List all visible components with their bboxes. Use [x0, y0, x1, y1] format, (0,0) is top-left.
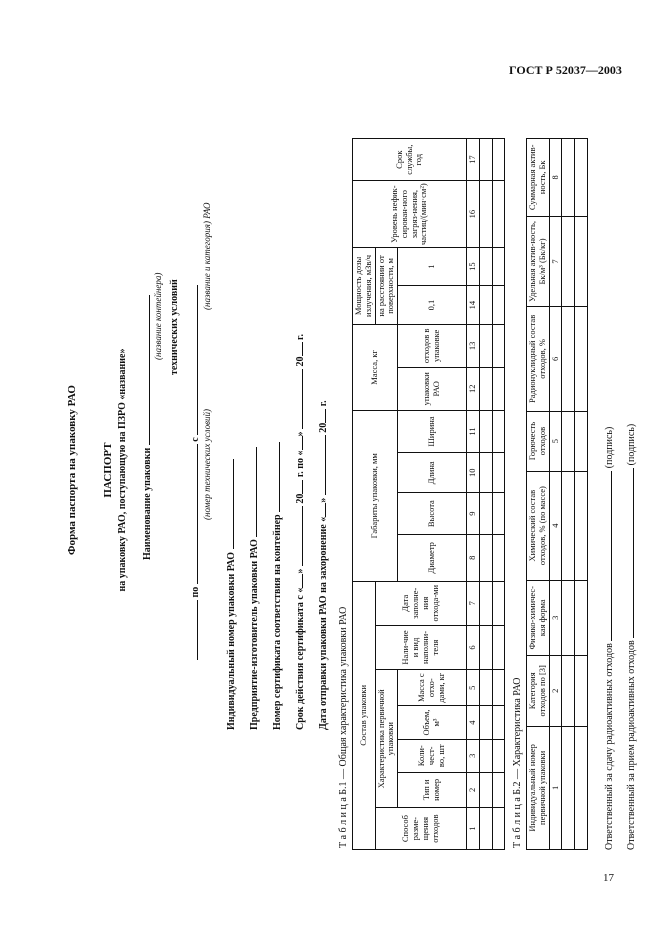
empty-cell[interactable]	[479, 534, 492, 581]
send-year-prefix: 20	[318, 422, 329, 433]
column-number: 6	[467, 625, 480, 670]
manufacturer-field[interactable]	[245, 447, 257, 537]
column-header: Химический состав отходов, % (по массе)	[527, 471, 550, 580]
empty-cell[interactable]	[492, 670, 505, 706]
empty-cell[interactable]	[575, 307, 588, 411]
empty-cell[interactable]	[479, 181, 492, 248]
column-number: 1	[549, 726, 562, 849]
t1-h-m-upak: упаковки РАО	[398, 367, 467, 410]
t1-number-row	[467, 139, 480, 850]
cert-to-label: г. по «	[295, 450, 306, 478]
cert-g: г.	[295, 334, 306, 340]
resp-receive-row	[622, 424, 637, 850]
table1	[352, 138, 505, 850]
passport-title: ПАСПОРТ	[102, 442, 114, 498]
column-number: 5	[467, 670, 480, 706]
column-number: 2	[549, 655, 562, 726]
column-number: 6	[549, 307, 562, 411]
t2-header-row	[527, 139, 550, 850]
empty-cell[interactable]	[479, 808, 492, 850]
cert-no-row	[268, 442, 283, 730]
empty-cell[interactable]	[575, 216, 588, 307]
empty-cell[interactable]	[479, 706, 492, 740]
send-year[interactable]	[314, 409, 326, 423]
individual-no-field[interactable]	[222, 459, 234, 549]
empty-cell[interactable]	[562, 139, 575, 217]
t1-h-sh: Ширина	[398, 410, 467, 452]
t1-h-data: Дата заполне-ния отхода-ми	[375, 581, 467, 625]
tu-row	[186, 285, 201, 660]
cert-quote: »	[295, 568, 306, 574]
t1-empty-row	[492, 139, 505, 850]
column-number: 13	[467, 324, 480, 367]
empty-cell[interactable]	[479, 139, 492, 181]
t1-h-rasst: на расстоянии от поверхности, м	[375, 247, 398, 324]
form-title: Форма паспорта на упаковку РАО	[66, 385, 78, 555]
t2-empty-row	[562, 139, 575, 850]
manufacturer-row	[245, 447, 260, 730]
empty-cell[interactable]	[492, 706, 505, 740]
empty-cell[interactable]	[479, 581, 492, 625]
column-number: 16	[467, 181, 480, 248]
empty-cell[interactable]	[492, 247, 505, 285]
column-number: 7	[467, 581, 480, 625]
empty-cell[interactable]	[562, 655, 575, 726]
t1-empty-row	[479, 139, 492, 850]
empty-cell[interactable]	[479, 286, 492, 325]
t1-h-uroven: Уровень нефик-сирован-ного загряз-нения, частиц/(мин·см²)	[353, 181, 467, 248]
empty-cell[interactable]	[575, 411, 588, 471]
empty-cell[interactable]	[492, 581, 505, 625]
t1-h-massa: Масса, кг	[353, 324, 398, 410]
empty-cell[interactable]	[479, 740, 492, 773]
column-number: 9	[467, 493, 480, 534]
empty-cell[interactable]	[479, 493, 492, 534]
page-number: 17	[603, 872, 614, 884]
send-date-label: Дата отправки упаковки РАО на захоронение «	[318, 516, 329, 730]
empty-cell[interactable]	[562, 307, 575, 411]
rotated-page-content	[22, 90, 642, 850]
empty-cell[interactable]	[562, 471, 575, 580]
t1-h-r1: 0,1	[398, 286, 467, 325]
column-header: Горючесть отходов	[527, 411, 550, 471]
t1-h-kol: Коли-чест-во, шт	[398, 740, 467, 773]
t2-number-row	[549, 139, 562, 850]
rao-hint: (название и категория) РАО	[202, 202, 212, 310]
cert-validity-label: Срок действия сертификата с «	[295, 587, 306, 730]
empty-cell[interactable]	[492, 808, 505, 850]
empty-cell[interactable]	[492, 493, 505, 534]
column-number: 15	[467, 247, 480, 285]
individual-no-label: Индивидуальный номер упаковки РАО	[226, 551, 237, 730]
cert-from-month[interactable]	[291, 506, 303, 566]
cert-no-label: Номер сертификата соответствия на контейнер	[272, 514, 283, 730]
container-hint: (название контейнера)	[153, 272, 163, 360]
empty-cell[interactable]	[575, 139, 588, 217]
column-number: 10	[467, 453, 480, 493]
cert-quote-2: »	[295, 431, 306, 437]
column-header: Категория отходов по [3]	[527, 655, 550, 726]
empty-cell[interactable]	[492, 181, 505, 248]
empty-cell[interactable]	[492, 410, 505, 452]
t1-h-massa-otx: Масса с отхо-дами, кг	[398, 670, 467, 706]
t1-h-gabarity: Габариты упаковки, мм	[353, 410, 398, 581]
empty-cell[interactable]	[492, 139, 505, 181]
by-label: по	[190, 586, 201, 598]
manufacturer-label: Предприятие-изготовитель упаковки РАО	[249, 539, 260, 730]
empty-cell[interactable]	[492, 534, 505, 581]
column-header: Физико-химичес-кая форма	[527, 580, 550, 655]
cert-from-year[interactable]	[291, 480, 303, 494]
t1-h-sostav: Состав упаковки	[353, 581, 376, 849]
empty-cell[interactable]	[479, 772, 492, 808]
column-number: 12	[467, 367, 480, 410]
t1-h-vys: Высота	[398, 493, 467, 534]
column-number: 3	[549, 580, 562, 655]
t1-h-sposob: Способ разме-щения отходов	[375, 808, 467, 850]
cert-to-month[interactable]	[291, 369, 303, 429]
t1-h-nalichie: Нали-чие и вид наполни-теля	[375, 625, 467, 670]
t1-h-tip: Тип и номер	[398, 772, 467, 808]
column-number: 5	[549, 411, 562, 471]
resp-receive-label: Ответственный за прием радиоактивных отходов	[626, 640, 637, 850]
empty-cell[interactable]	[479, 625, 492, 670]
empty-cell[interactable]	[479, 324, 492, 367]
column-header: Удельная актив-ность, Бк/м³ (Бк/кг)	[527, 216, 550, 307]
cert-validity-row	[291, 334, 306, 730]
tu-number-field[interactable]	[186, 444, 198, 584]
package-name-label: Наименование упаковки	[142, 447, 153, 560]
table2	[526, 138, 588, 850]
t1-h-dl: Длина	[398, 453, 467, 493]
table2-caption: Т а б л и ц а Б.2 — Характеристика РАО	[512, 677, 523, 848]
individual-no-row	[222, 459, 237, 730]
t1-h-srok: Срок службы, год	[353, 139, 467, 181]
column-header: Радионуклидный состав отходов, %	[527, 307, 550, 411]
send-quote: »	[318, 497, 329, 503]
resp-send-row	[600, 427, 615, 850]
t1-h-m-otx: отходов в упаковке	[398, 324, 467, 367]
empty-cell[interactable]	[575, 471, 588, 580]
column-number: 8	[467, 534, 480, 581]
column-number: 4	[467, 706, 480, 740]
tu-prefix-field[interactable]	[186, 600, 198, 660]
column-number: 17	[467, 139, 480, 181]
t1-h-obem: Объем, м³	[398, 706, 467, 740]
t2-empty-row	[575, 139, 588, 850]
resp-send-sign: (подпись)	[604, 426, 615, 469]
send-month[interactable]	[314, 435, 326, 495]
send-g: г.	[318, 400, 329, 407]
resp-receive-field[interactable]	[622, 468, 634, 638]
empty-cell[interactable]	[479, 453, 492, 493]
cert-from-day[interactable]	[291, 574, 303, 588]
empty-cell[interactable]	[492, 324, 505, 367]
tech-conditions-label: технических условий	[169, 279, 180, 375]
cert-no-field[interactable]	[268, 442, 280, 512]
empty-cell[interactable]	[562, 216, 575, 307]
empty-cell[interactable]	[479, 670, 492, 706]
empty-cell[interactable]	[479, 410, 492, 452]
empty-cell[interactable]	[562, 580, 575, 655]
resp-receive-sign: (подпись)	[626, 423, 637, 466]
passport-subtitle: на упаковку РАО, поступающую на ПЗРО «название»	[117, 348, 128, 592]
empty-cell[interactable]	[479, 367, 492, 410]
empty-cell[interactable]	[575, 655, 588, 726]
send-date-row	[314, 400, 329, 730]
empty-cell[interactable]	[575, 726, 588, 849]
column-number: 4	[549, 471, 562, 580]
column-number: 14	[467, 286, 480, 325]
empty-cell[interactable]	[492, 772, 505, 808]
t1-h-r2: 1	[398, 247, 467, 285]
empty-cell[interactable]	[492, 453, 505, 493]
package-name-field[interactable]	[138, 295, 150, 445]
resp-send-field[interactable]	[600, 471, 612, 641]
empty-cell[interactable]	[492, 286, 505, 325]
column-header: Суммарная актив-ность, Бк	[527, 139, 550, 217]
package-name-row	[138, 295, 153, 560]
empty-cell[interactable]	[492, 625, 505, 670]
cert-to-day[interactable]	[291, 436, 303, 450]
empty-cell[interactable]	[492, 740, 505, 773]
column-number: 1	[467, 808, 480, 850]
column-number: 2	[467, 772, 480, 808]
t1-h-primary: Характеристика первичной упаковки	[375, 670, 398, 808]
table1-caption: Т а б л и ц а Б.1 — Общая характеристика упаковки РАО	[338, 606, 349, 848]
standard-header: ГОСТ Р 52037—2003	[509, 63, 622, 77]
column-number: 11	[467, 410, 480, 452]
empty-cell[interactable]	[562, 411, 575, 471]
tu-hint: (номер технических условий)	[202, 409, 212, 520]
empty-cell[interactable]	[479, 247, 492, 285]
column-number: 7	[549, 216, 562, 307]
empty-cell[interactable]	[562, 726, 575, 849]
t1-h-mosch: Мощность дозы излучения, мЗв/ч	[353, 247, 376, 324]
rao-name-field[interactable]	[186, 285, 198, 435]
empty-cell[interactable]	[492, 367, 505, 410]
send-day[interactable]	[314, 503, 326, 517]
empty-cell[interactable]	[575, 580, 588, 655]
column-number: 3	[467, 740, 480, 773]
t1-h-diam: Диаметр	[398, 534, 467, 581]
cert-to-year[interactable]	[291, 342, 303, 356]
with-label: с	[190, 437, 201, 442]
resp-send-label: Ответственный за сдачу радиоактивных отходов	[604, 643, 615, 850]
cert-year-prefix: 20	[295, 493, 306, 504]
column-number: 8	[549, 139, 562, 217]
cert-year-prefix-2: 20	[295, 356, 306, 367]
column-header: Индивидуальный номер первичной упаковки	[527, 726, 550, 849]
